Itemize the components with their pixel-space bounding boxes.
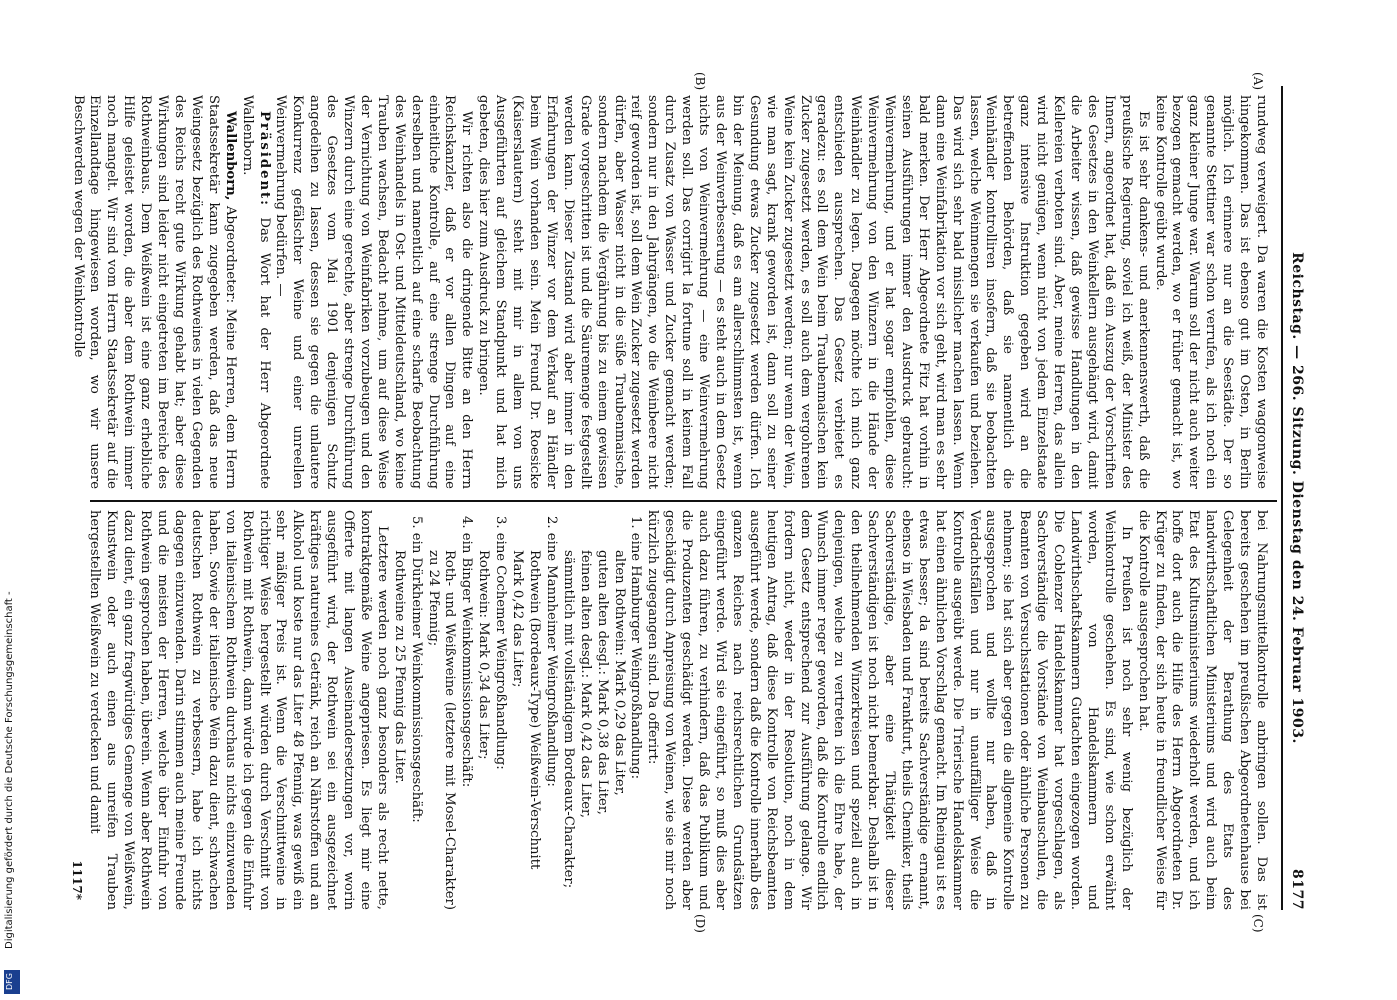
offer-line: Rothwein (Bordeaux-Type) Weißwein-Verschnitt — [527, 550, 543, 870]
offer-heading: eine Cochemer Weingroßhandlung: — [493, 532, 509, 770]
offer-heading: eine Hamburger Weingroßhandlung: — [628, 532, 644, 780]
offer-item — [458, 516, 475, 910]
offer-number: 4. — [459, 516, 475, 529]
speaker-role: Abgeordneter: — [222, 206, 238, 304]
offer-line: guten alten desgl.: Mark 0,38 das Liter, — [594, 550, 610, 815]
paragraph: In Preußen ist noch sehr wenig bezüglich der Weinkontrolle geschehen. Es sind, wie schon erwähnt worden, von Handelskammern und Landwirthschaftskammern Gutachten eingezogen worden. Die Coblenzer Handelskammer hat vorgeschlagen, als Sachverständige die Vorstände von Weinbauschulen, die Beamten von Versuchsstationen oder ähnliche Personen zu nehmen; sie hat sich aber gegen die allgemeine Kontrolle ausgesprochen und wollte nur haben, daß in Verdachtsfällen und nur in unauffälliger Weise die Kontrolle ausgeübt werde. Die Trierische Handelskammer hat einen ähnlichen Vorschlag gemacht. Im Rheingau ist es etwas besser; da sind bereits Sachverständige ernannt, ebenso in Wiesbaden und Frankfurt, theils Chemiker, theils Sachverständige, aber eine Thätigkeit dieser Sachverständigen ist noch nicht bemerkbar. Deshalb ist in den theilnehmenden Winzerkreisen und speziell auch in denjenigen, welche zu vertreten ich die Ehre habe, der Wunsch immer reger geworden, daß die Kontrolle endlich dem Gesetz entsprechend zur Ausführung gelange. Wir fordern nicht, weder in der Resolution, noch in dem heutigen Antrag, daß diese Kontrolle von Reichsbeamten ausgeführt werde, sondern daß die Kontrolle innerhalb des ganzen Reiches nach reichsrechtlichen Grundsätzen eingeführt werde. Wird sie eingeführt, so muß dies aber auch dazu führen, zu verhindern, daß das Publikum und die Produzenten geschädigt werden. Diese werden aber geschädigt durch Anpreisung von Weinen, wie sie mir noch kürzlich zugegangen sind. Da offerirt: — [645, 510, 1134, 910]
offer-heading: eine Mannheimer Weingroßhandlung: — [543, 532, 559, 787]
offer-list — [390, 510, 644, 910]
speaker-label: Präsident: — [256, 111, 272, 208]
offer-line: alten Rothwein: Mark 0,29 das Liter, — [611, 550, 627, 796]
paragraph: Letztere werden noch ganz besonders als recht nette, kontraktgemäße Weine angepriesen. Es liegt mir eine Offerte mit langen Auseinandersetzungen vor, worin ausgeführt wird, der Rothwein sei ein ausgezeichnet kräftiges natureines Getränk, reich an Nährstoffen und an Alkohol und koste nur das Liter 48 Pfennig, was gewiß ein sehr mäßiger Preis ist. Wenn die Verschnittweine in richtiger Weise hergestellt würden durch Verschnitt von Rothwein mit Rothwein, dann würde ich gegen die Einfuhr von italienischem Rothwein durchaus nichts einzuwenden haben. Sowie der italienische Wein dazu dient, schwachen deutschen Rothwein zu verbessern, habe ich nichts dagegen einzuwenden. Darin stimmen auch meine Freunde und die meisten der Herren, welche über Einfuhr von Rothwein gesprochen haben, überein. Wenn aber Rothwein dazu dient, ein ganz fragwürdiges Gemenge von Weißwein, Kunstwein oder auch einen aus unreifen Trauben hergestellten Weißwein zu verdecken und damit — [87, 510, 390, 910]
offer-line: sämmtlich mit vollständigem Bordeaux-Charakter; — [560, 550, 576, 889]
offer-line: Mark 0,42 das Liter; — [510, 550, 526, 688]
offer-line: Roth- und Weißweine (letztere mit Mosel-Charakter) zu 24 Pfennig; — [425, 550, 458, 910]
offer-heading: ein Dürkheimer Weinkommissionsgeschäft: — [408, 532, 424, 823]
offer-item — [491, 516, 509, 910]
offer-item — [627, 516, 644, 910]
margin-letter-b: (B) — [693, 72, 707, 91]
president-text: Das Wort hat der Herr Abgeordnete Wallenborn. — [239, 95, 272, 489]
header-title: Reichstag. — 266. Sitzung. Dienstag den 24. Februar 1903. — [1289, 252, 1305, 744]
dfg-logo-icon: DFG — [4, 970, 20, 994]
margin-letter-d: (D) — [693, 914, 707, 933]
offer-line: Rothweine zu 25 Pfennig das Liter. — [391, 550, 407, 784]
offer-heading: ein Binger Weinkommissionsgeschäft: — [459, 532, 475, 788]
paragraph: Wir richten also die dringende Bitte an den Herrn Reichskanzler, daß er vor allen Dingen auf eine einheitliche Kontrolle, auf eine strenge Durchführung derselben und namentlich auf eine scharfe Beobachtung des Weinhandels in Ost- und Mitteldeutschland, wo keine Trauben wachsen, Bedacht nehme, um auf diese Weise der Vernichtung von Weinfabriken vorzubeugen und den Winzern durch eine gerechte, aber strenge Durchführung des Gesetzes vom Mai 1901 denjenigen Schutz angedeihen zu lassen, dessen sie gegen die unlautere Konkurrenz gefälschter Weine und einer unreellen Weinvermehrung bedürfen. — — [273, 95, 475, 489]
offer-number: 5. — [408, 516, 424, 529]
margin-letter-a: (A) — [1251, 72, 1265, 91]
offer-item — [407, 516, 424, 910]
paragraph: rundweg verweigert. Da waren die Kosten waggonweise hingekommen. Das ist ebenso gut im Osten, in Berlin möglich. Ich erinnere nur an die Seestädte. Der so genannte Stettiner war schon verrufen, als ich noch ein ganz kleiner Junge war. Warum soll der nicht auch weiter bezogen gemacht werden, wo er früher gemacht ist, wo keine Kontrolle geübt wurde. — [1152, 95, 1269, 489]
digitization-note: Digitalisierung gefördert durch die Deutsche Forschungsgemeinschaft - — [4, 591, 15, 949]
paragraph: Es ist sehr dankens- und anerkennenswerth, daß die preußische Regierung, soviel ich weiß, der Minister des Innern, angeordnet hat, daß ein Auszug der Vorschriften des Gesetzes in den Weinkellern ausgehängt wird, damit die Arbeiter wissen, daß gewisse Handlungen in den Kellereien verboten sind. Aber, meine Herren, das allein wird nicht genügen, wenn nicht von jedem Einzelstaate ganz intensive Instruktion gegeben wird an die betreffenden Behörden, daß sie namentlich die Weinhändler kontrolliren insofern, daß sie beobachten lassen, welche Weinmengen sie verkaufen und beziehen. Das wird sich sehr bald misslicher machen lassen. Wenn dann eine Weinfabrikation vor sich geht, wird man es sehr bald merken. Der Herr Abgeordnete Fitz hat vorhin in seinen Ausführungen immer den Ausdruck gebraucht: Weinvermehrung, und er hat sogar empfohlen, diese Weinvermehrung von den Winzern in die Hände der Weinhändler zu legen. Dagegen möchte ich mich ganz entschieden aussprechen. Das Gesetz verbietet es geradezu: es soll dem Wein beim Traubenmaischen kein Zucker zugesetzt werden, es soll auch dem vergohrenen Weine kein Zucker zugesetzt werden; nur wenn der Wein, wie man sagt, krank geworden ist, dann soll zu seiner Gesundung etwas Zucker zugesetzt werden dürfen. Ich bin der Meinung, daß es am allerschlimmsten ist, wenn aus der Weinverbesserung — es steht auch in dem Gesetz nichts von Weinvermehrung — eine Weinvermehrung werden soll. Das corrigirt la fortune soll in keinem Fall durch Zusatz von Wasser und Zucker gemacht werden; sondern nur in den Jahrgängen, wo die Weinbeere nicht reif geworden ist, soll dem Wein Zucker zugesetzt werden dürfen, aber Wasser nicht in die süße Traubenmaische, sondern nachdem die Vergährung bis zu einem gewissen Grade vorgeschritten ist und die Säuremenge festgestellt werden kann. Dieser Zustand wird aber immer in den Erfahrungen der Winzer vor dem Verkauf an Händler beim Wein vorhanden sein. Mein Freund Dr. Roesicke (Kaiserslautern) steht mit mir in allem von uns Ausgeführten auf gleichem Standpunkt und hat mich gebeten, dies hier zum Ausdruck zu bringen. — [476, 95, 1151, 489]
digitization-strip — [4, 3, 20, 988]
speaker-name: Wallenborn, — [222, 111, 238, 201]
speech-text: Meine Herren, dem Herrn Staatssekretär kann zugegeben werden, daß das neue Weingesetz bezüglich des Rothweines in vielen Gegenden des Reichs recht gute Wirkung gehabt hat; aber diese Wirkungen sind leider nicht eingetreten im Bereiche des Rothweinbaus. Dem Weißwein ist eine ganz erhebliche Hilfe geleistet worden, die aber dem Rothwein immer noch mangelt. Wir sind vom Herrn Staatssekretär auf die Einzellandtage hingewiesen worden, wo wir unsere Beschwerden wegen der Weinkontrolle — [70, 95, 238, 489]
left-column — [69, 95, 1269, 489]
wallenborn-paragraph — [69, 95, 238, 489]
offer-line: feinen alten desgl.: Mark 0,42 das Liter, — [577, 550, 593, 819]
offer-number: 2. — [543, 516, 559, 529]
offer-number: 1. — [628, 516, 644, 529]
offer-number: 3. — [493, 516, 509, 529]
margin-letter-c: (C) — [1251, 914, 1265, 933]
president-paragraph — [238, 95, 272, 489]
paragraph: bei Nahrungsmittelkontrolle anbringen sollen. Das ist bereits geschehen im preußischen Abgeordnetenhause bei Gelegenheit der Berathung des Etats des landwirthschaftlichen Ministeriums und wird auch beim Etat des Kultusministeriums wiederholt werden, und ich hoffe dort auch die Hilfe des Herrn Abgeordneten Dr. Krüger zu finden, der sich heute in freundlicher Weise für die Kontrolle ausgesprochen hat. — [1135, 510, 1269, 910]
page-header — [1281, 86, 1307, 910]
offer-item — [542, 516, 559, 910]
sheet-mark: 1117* — [70, 860, 84, 900]
page-number: 8177 — [1289, 869, 1305, 910]
right-column — [86, 510, 1269, 910]
column-divider — [90, 500, 1277, 502]
offer-line: Rothwein: Mark 0,34 das Liter; — [476, 550, 492, 760]
